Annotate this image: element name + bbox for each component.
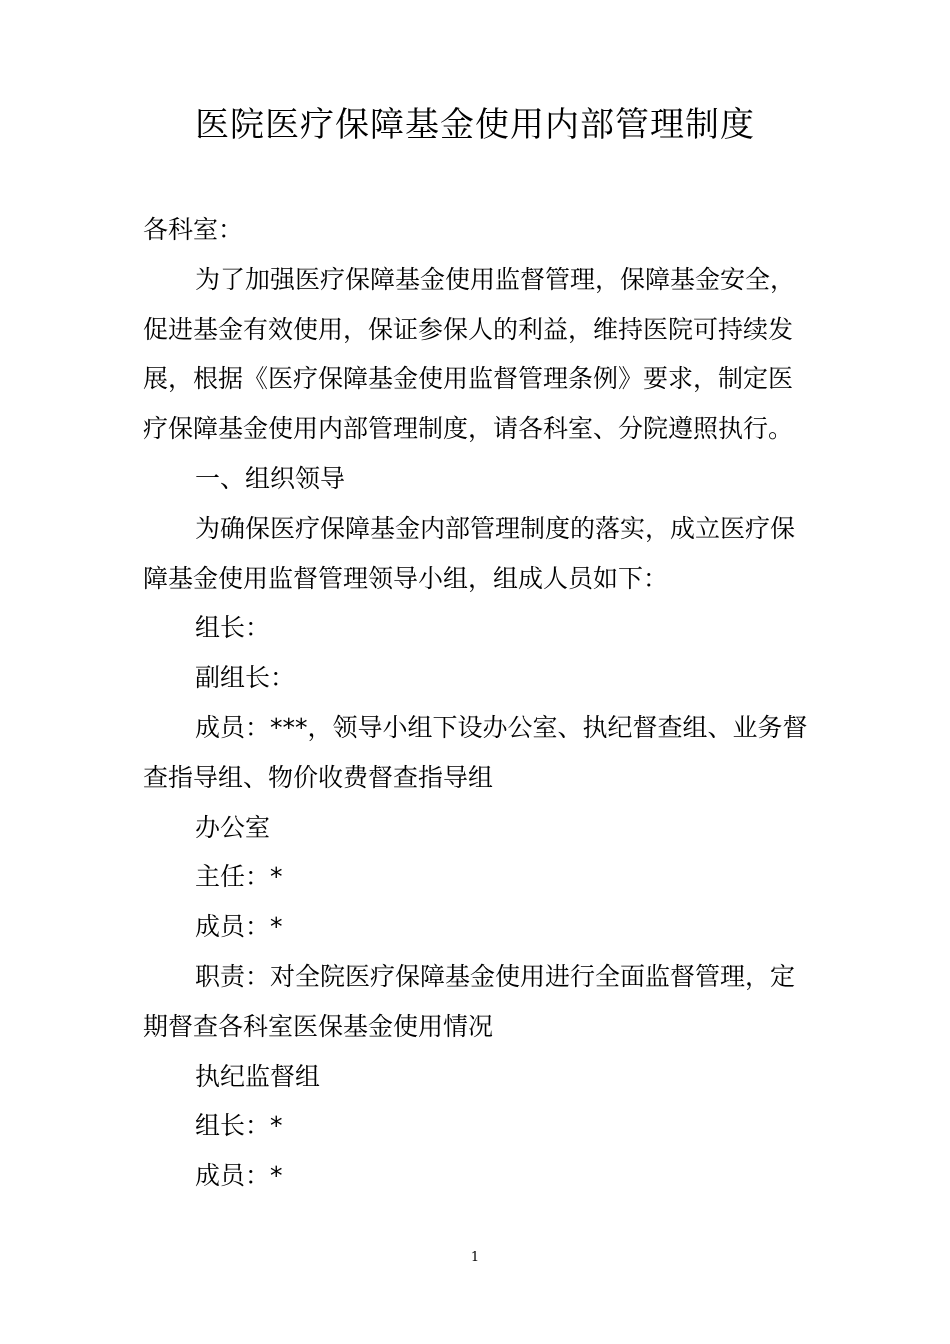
page-number: 1	[470, 1250, 480, 1265]
group-leader-line: 组长：	[195, 613, 271, 643]
intro-paragraph: 为了加强医疗保障基金使用监督管理，保障基金安全，促进基金有效使用，保证参保人的利益，维持医院可持续发展，根据《医疗保障基金使用监督管理条例》要求，制定医疗保障基金使用内部管理制度，请各科室、分院遵照执行。	[143, 264, 796, 444]
office-members-line: 成员：*	[195, 912, 283, 942]
discipline-leader-line: 组长：*	[195, 1111, 283, 1141]
office-director-line: 主任：*	[195, 862, 283, 892]
organization-paragraph: 为确保医疗保障基金内部管理制度的落实，成立医疗保障基金使用监督管理领导小组，组成人员如下：	[143, 513, 796, 593]
discipline-members-line: 成员：*	[195, 1161, 283, 1191]
section-heading-organization: 一、组织领导	[195, 463, 346, 493]
salutation: 各科室：	[143, 215, 244, 244]
document-title: 医院医疗保障基金使用内部管理制度	[195, 105, 755, 145]
document-body	[143, 205, 815, 1201]
office-duties-line: 职责：对全院医疗保障基金使用进行全面监督管理，定期督查各科室医保基金使用情况	[143, 961, 796, 1041]
members-line: 成员：***，领导小组下设办公室、执纪督查组、业务督查指导组、物价收费督查指导组	[143, 712, 808, 792]
discipline-group-heading: 执纪监督组	[195, 1061, 321, 1091]
office-heading: 办公室	[195, 812, 271, 842]
deputy-leader-line: 副组长：	[195, 663, 296, 693]
